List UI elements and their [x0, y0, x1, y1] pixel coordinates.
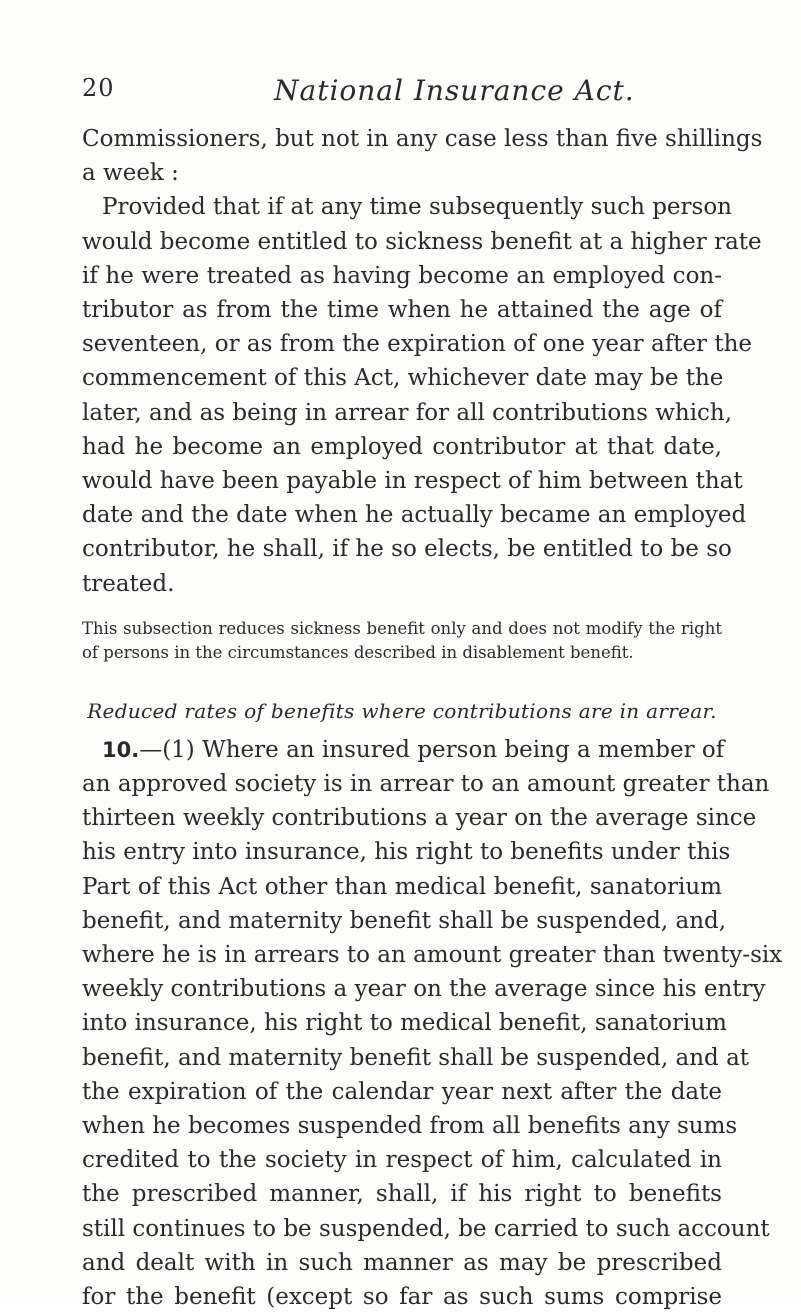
editorial-note — [82, 617, 722, 665]
text-line: credited to the society in respect of him, calculated in — [82, 1147, 722, 1174]
text-line: seventeen, or as from the expiration of one year after the — [82, 331, 753, 358]
text-line: date and the date when he actually became an employed — [82, 502, 747, 529]
text-line: and dealt with in such manner as may be prescribed — [82, 1249, 722, 1276]
text-line: contributor, he shall, if he so elects, be entitled to be so — [82, 536, 732, 563]
text-line: Part of this Act other than medical benefit, sanatorium — [82, 873, 722, 900]
section-number: 10. — [102, 737, 140, 762]
paragraph-commissioners — [82, 122, 763, 190]
text-line: into insurance, his right to medical benefit, sanatorium — [82, 1010, 727, 1037]
text-line: when he becomes suspended from all benefits any sums — [82, 1113, 738, 1140]
text-line: tributor as from the time when he attained the age of — [82, 297, 722, 324]
text-line: benefit, and maternity benefit shall be suspended, and, — [82, 907, 727, 934]
page-body — [82, 122, 783, 1314]
running-title: National Insurance Act. — [274, 74, 635, 107]
text-line: still continues to be suspended, be carried to such account — [82, 1215, 770, 1242]
text-line: Commissioners, but not in any case less than five shillings — [82, 126, 763, 152]
text-line: treated. — [82, 570, 175, 597]
text-line: Provided that if at any time subsequently such person — [102, 194, 732, 221]
text-line: if he were treated as having become an employed con- — [82, 262, 722, 289]
text-line: thirteen weekly contributions a year on the average since — [82, 805, 757, 832]
text-line: weekly contributions a year on the average since his entry — [82, 976, 766, 1003]
text-line: commencement of this Act, whichever date may be the — [82, 365, 724, 392]
section-10-paragraph — [82, 733, 783, 1314]
note-line: of persons in the circumstances described in disablement benefit. — [82, 642, 634, 662]
text-line: for the benefit (except so far as such sums comprise — [82, 1284, 722, 1311]
text-line: later, and as being in arrear for all contributions which, — [82, 399, 733, 426]
text-line: the prescribed manner, shall, if his right to benefits — [82, 1181, 722, 1208]
text-line: had he become an employed contributor at that date, — [82, 433, 722, 460]
text-line: where he is in arrears to an amount greater than twenty-six — [82, 942, 783, 969]
text-line: would become entitled to sickness benefit at a higher rate — [82, 228, 762, 255]
note-line: This subsection reduces sickness benefit only and does not modify the right — [82, 618, 722, 638]
section-opening-text: —(1) Where an insured person being a member of — [139, 736, 725, 763]
text-line: an approved society is in arrear to an amount greater than — [82, 771, 770, 798]
text-line: the expiration of the calendar year next after the date — [82, 1078, 722, 1105]
text-line: his entry into insurance, his right to benefits under this — [82, 839, 731, 866]
running-head — [82, 74, 719, 114]
text-line: would have been payable in respect of him between that — [82, 468, 743, 495]
text-line — [82, 733, 725, 767]
paragraph-proviso — [82, 190, 762, 600]
section-sidehead: Reduced rates of benefits where contributions are in arrear. — [87, 698, 717, 723]
text-line: a week : — [82, 160, 179, 187]
text-line: benefit, and maternity benefit shall be suspended, and at — [82, 1044, 750, 1071]
page-number: 20 — [82, 74, 115, 102]
